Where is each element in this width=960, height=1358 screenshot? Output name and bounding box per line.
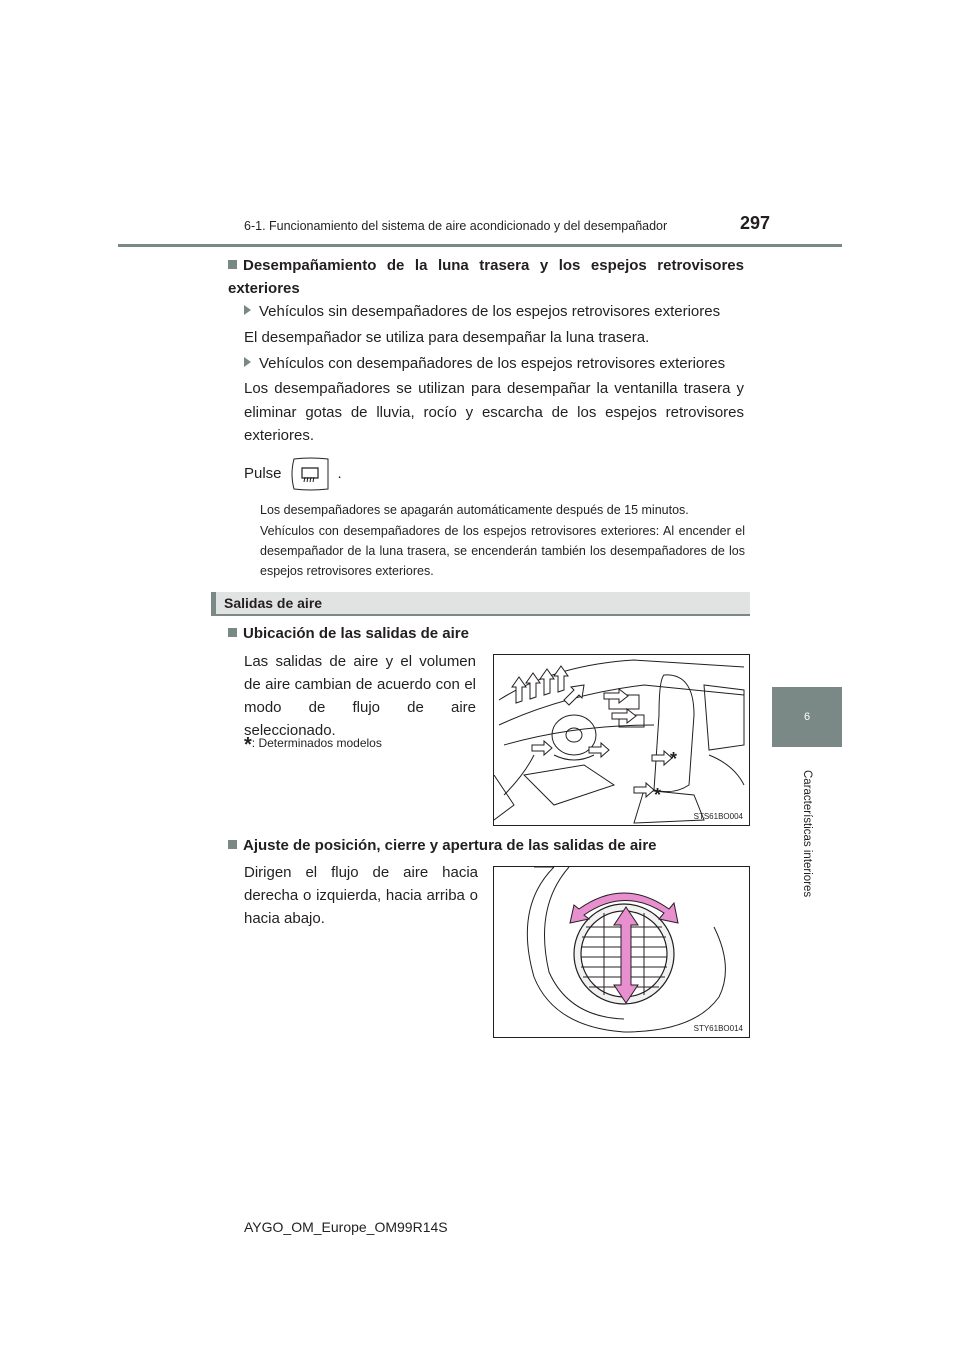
square-bullet-icon <box>228 840 237 849</box>
variant-1-label: Vehículos sin desempañadores de los espejos retrovisores exteriores <box>244 300 754 324</box>
variant-1-text: El desempañador se utiliza para desempañar la luna trasera. <box>244 329 650 346</box>
variant-2-label: Vehículos con desempañadores de los espejos retrovisores exteriores <box>244 352 754 376</box>
figure-air-outlets-location <box>493 654 750 826</box>
header-divider <box>118 244 842 247</box>
figure1-code: STS61BO004 <box>693 812 743 821</box>
defog-heading: Desempañamiento de la luna trasera y los espejos retrovisores exteriores <box>228 257 744 297</box>
section-banner-title: Salidas de aire <box>224 595 323 611</box>
note-auto-off: Los desempañadores se apagarán automáticamente después de 15 minutos. <box>260 503 689 517</box>
adjust-text: Dirigen el flujo de aire hacia derecha o izquierda, hacia arriba o hacia abajo. <box>244 864 478 927</box>
air-vent-illustration <box>494 867 749 1037</box>
variant-2-text: Los desempañadores se utilizan para desempañar la ventanilla trasera y eliminar gotas de lluvia, rocío y escarcha de los espejos retrovisores exteriores. <box>244 380 744 444</box>
car-interior-illustration <box>494 655 749 825</box>
press-instruction: Pulse . <box>244 456 544 492</box>
chapter-label <box>792 770 822 950</box>
square-bullet-icon <box>228 260 237 269</box>
triangle-bullet-icon <box>244 357 251 367</box>
chapter-tab <box>772 687 842 747</box>
rear-defogger-button-icon <box>288 456 332 492</box>
chapter-label-text: Características interiores <box>801 770 813 898</box>
figure1-star-2: * <box>654 785 662 805</box>
figure2-code: STY61BO014 <box>693 1024 743 1033</box>
location-text: Las salidas de aire y el volumen de aire cambian de acuerdo con el modo de flujo de aire seleccionado. <box>244 653 476 739</box>
figure-air-vent-adjust <box>493 866 750 1038</box>
chapter-number: 6 <box>803 711 811 723</box>
location-heading: Ubicación de las salidas de aire <box>228 622 744 645</box>
note-mirror-defoggers: Vehículos con desempañadores de los espejos retrovisores exteriores: Al encender el desempañador de la luna trasera, se encenderán también los desempañadores de los espejos retrovisores exteriores. <box>260 524 745 578</box>
figure1-star-1: * <box>670 749 678 769</box>
adjust-heading: Ajuste de posición, cierre y apertura de las salidas de aire <box>228 834 744 857</box>
footer-doc-id: AYGO_OM_Europe_OM99R14S <box>244 1219 448 1235</box>
square-bullet-icon <box>228 628 237 637</box>
triangle-bullet-icon <box>244 305 251 315</box>
section-title: 6-1. Funcionamiento del sistema de aire acondicionado y del desempañador <box>244 219 668 233</box>
section-banner <box>211 592 750 616</box>
footnote: *: Determinados modelos <box>244 734 382 756</box>
page-number: 297 <box>740 213 771 233</box>
